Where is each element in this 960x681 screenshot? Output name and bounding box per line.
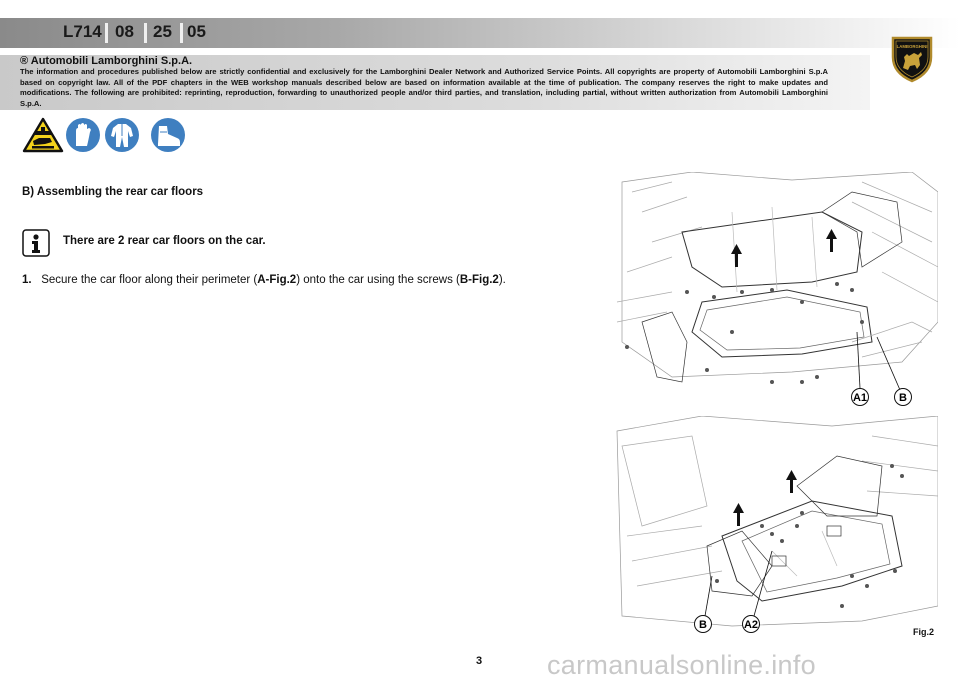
section-heading: B) Assembling the rear car floors <box>22 186 204 198</box>
step-text: ). <box>498 274 506 286</box>
header-divider <box>105 23 108 43</box>
callout-a1: A1 <box>852 392 868 404</box>
protective-gloves-icon <box>65 117 101 158</box>
section-code-subgroup: 25 <box>153 22 172 41</box>
step-text: Secure the car floor along their perimeter ( <box>41 274 258 286</box>
section-code-item: 05 <box>187 22 206 41</box>
safety-shoes-icon <box>150 117 186 158</box>
logo-text: LAMBORGHINI <box>896 44 928 49</box>
step-text: ) onto the car using the screws ( <box>296 274 460 286</box>
info-note: There are 2 rear car floors on the car. <box>63 235 266 247</box>
section-code-model: L714 <box>63 22 102 41</box>
rear-floor-diagram-bottom <box>612 416 938 641</box>
lamborghini-shield-icon <box>890 35 934 88</box>
watermark: carmanualsonline.info <box>547 650 816 680</box>
warning-hand-crush-icon <box>22 117 64 158</box>
figure-reference: B-Fig.2 <box>459 274 499 286</box>
figure-caption: Fig.2 <box>913 627 935 637</box>
callout-a2: A2 <box>743 619 759 631</box>
header-divider <box>144 23 147 43</box>
step-number: 1. <box>22 274 32 286</box>
notice-body: The information and procedures published below are strictly confidential and exclusively for the Lamborghini Dealer Network and Authorized Service Points. All copyrights are property of Automobili Lamborghini S.p.A based on copyright law. All of the PDF chapters in the WEB workshop manuals described below are based on information available at the time of publication. The company reserves the right to make updates and modifications. The following are prohibited: reprinting, reproduction, forwarding to unauthorized people and/or third parties, and translation, including partial, without written authorization from Automobili Lamborghini S.p.A. <box>20 67 828 108</box>
protective-overalls-icon <box>104 117 140 158</box>
rear-floor-diagram-top <box>612 172 938 413</box>
notice-title: ® Automobili Lamborghini S.p.A. <box>20 55 193 67</box>
page-number: 3 <box>476 655 483 667</box>
figure-reference: A-Fig.2 <box>257 274 297 286</box>
callout-b: B <box>899 392 907 404</box>
callout-b: B <box>699 619 707 631</box>
info-icon <box>22 229 50 262</box>
section-code-group: 08 <box>115 22 134 41</box>
instruction-step <box>22 274 506 286</box>
header-divider <box>180 23 183 43</box>
